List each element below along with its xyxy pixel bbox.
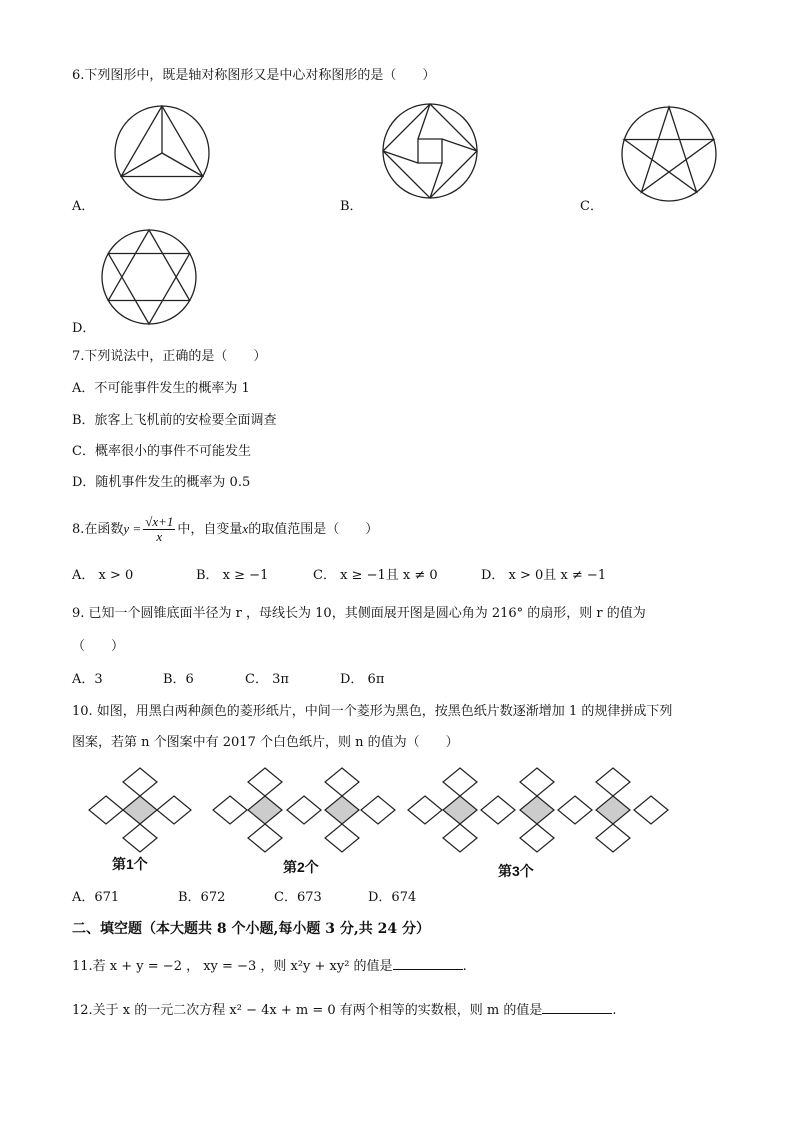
pattern-1 <box>89 768 191 852</box>
q7-option-a: A．不可能事件发生的概率为 1 <box>72 381 250 396</box>
q10-fig-label-2: 第2个 <box>283 859 319 875</box>
q10-fig-label-1: 第1个 <box>112 856 148 872</box>
q7-option-d: D．随机事件发生的概率为 0.5 <box>72 475 251 490</box>
pattern-2 <box>213 768 395 852</box>
q12 <box>72 1001 616 1020</box>
q9-option-d: D． 6π <box>340 672 385 687</box>
q8-var-x: x <box>242 521 249 536</box>
q10-fig-label-3: 第3个 <box>498 863 534 879</box>
q6-figure-a <box>112 103 212 203</box>
q7-option-c: C．概率很小的事件不可能发生 <box>72 444 251 459</box>
q10-line2: 图案，若第 n 个图案中有 2017 个白色纸片，则 n 的值为（ ） <box>72 735 459 750</box>
q6-stem: 6.下列图形中，既是轴对称图形又是中心对称图形的是（ ） <box>72 68 436 83</box>
q11-text: 11.若 x + y = −2 ， xy = −3 ，则 x²y + xy² 的值是 <box>72 959 393 974</box>
q9-line2: （ ） <box>72 639 125 654</box>
q8-func-y: y = <box>123 521 142 536</box>
q10-option-c: C．673 <box>274 890 322 905</box>
q8-option-b: B． x ≥ −1 <box>196 568 269 583</box>
q8-stem-post: 中，自变量 <box>177 522 243 537</box>
q11-end: . <box>462 959 467 974</box>
q6-option-d-label: D． <box>72 321 96 336</box>
q6-option-c-label: C． <box>580 199 603 214</box>
q9-option-b: B．6 <box>163 672 194 687</box>
q6-option-b-label: B． <box>340 199 363 214</box>
q8-option-c: C． x ≥ −1且 x ≠ 0 <box>313 568 438 583</box>
q8-stem <box>72 514 378 545</box>
q12-end: . <box>612 1003 617 1018</box>
q6-figure-c <box>619 104 719 204</box>
q11-answer-blank[interactable] <box>393 957 463 970</box>
q10-option-a: A．671 <box>72 890 120 905</box>
q8-stem-pre: 8.在函数 <box>72 522 124 537</box>
q7-option-b: B．旅客上飞机前的安检要全面调查 <box>72 413 277 428</box>
q8-stem-end: 的取值范围是（ ） <box>248 522 379 537</box>
q10-pattern-figure <box>80 770 690 870</box>
q12-text: 12.关于 x 的一元二次方程 x² − 4x + m = 0 有两个相等的实数根，则 m 的值是 <box>72 1003 543 1018</box>
q7-stem: 7.下列说法中，正确的是（ ） <box>72 349 267 364</box>
q12-answer-blank[interactable] <box>542 1001 612 1014</box>
q6-option-a-label: A． <box>72 199 95 214</box>
q9-line1: 9. 已知一个圆锥底面半径为 r ，母线长为 10，其侧面展开图是圆心角为 216° 的扇形，则 r 的值为 <box>72 606 646 621</box>
q8-denominator: x <box>156 529 163 544</box>
q8-fraction <box>143 515 175 544</box>
q8-numerator: √x+1 <box>145 514 174 529</box>
q10-line1: 10. 如图，用黑白两种颜色的菱形纸片，中间一个菱形为黑色，按黑色纸片数逐渐增加 1 的规律拼成下列 <box>72 704 673 719</box>
q9-option-c: C． 3π <box>245 672 289 687</box>
q10-option-b: B．672 <box>178 890 226 905</box>
q10-option-d: D．674 <box>368 890 417 905</box>
q6-figure-d <box>99 227 199 327</box>
q6-figure-b <box>380 101 480 201</box>
section-heading: 二、填空题（本大题共 8 个小题,每小题 3 分,共 24 分） <box>72 921 430 937</box>
q8-option-a: A． x > 0 <box>72 568 134 583</box>
q8-option-d: D． x > 0且 x ≠ −1 <box>481 568 607 583</box>
pattern-3 <box>408 768 668 852</box>
q11 <box>72 957 467 976</box>
q9-option-a: A．3 <box>72 672 103 687</box>
